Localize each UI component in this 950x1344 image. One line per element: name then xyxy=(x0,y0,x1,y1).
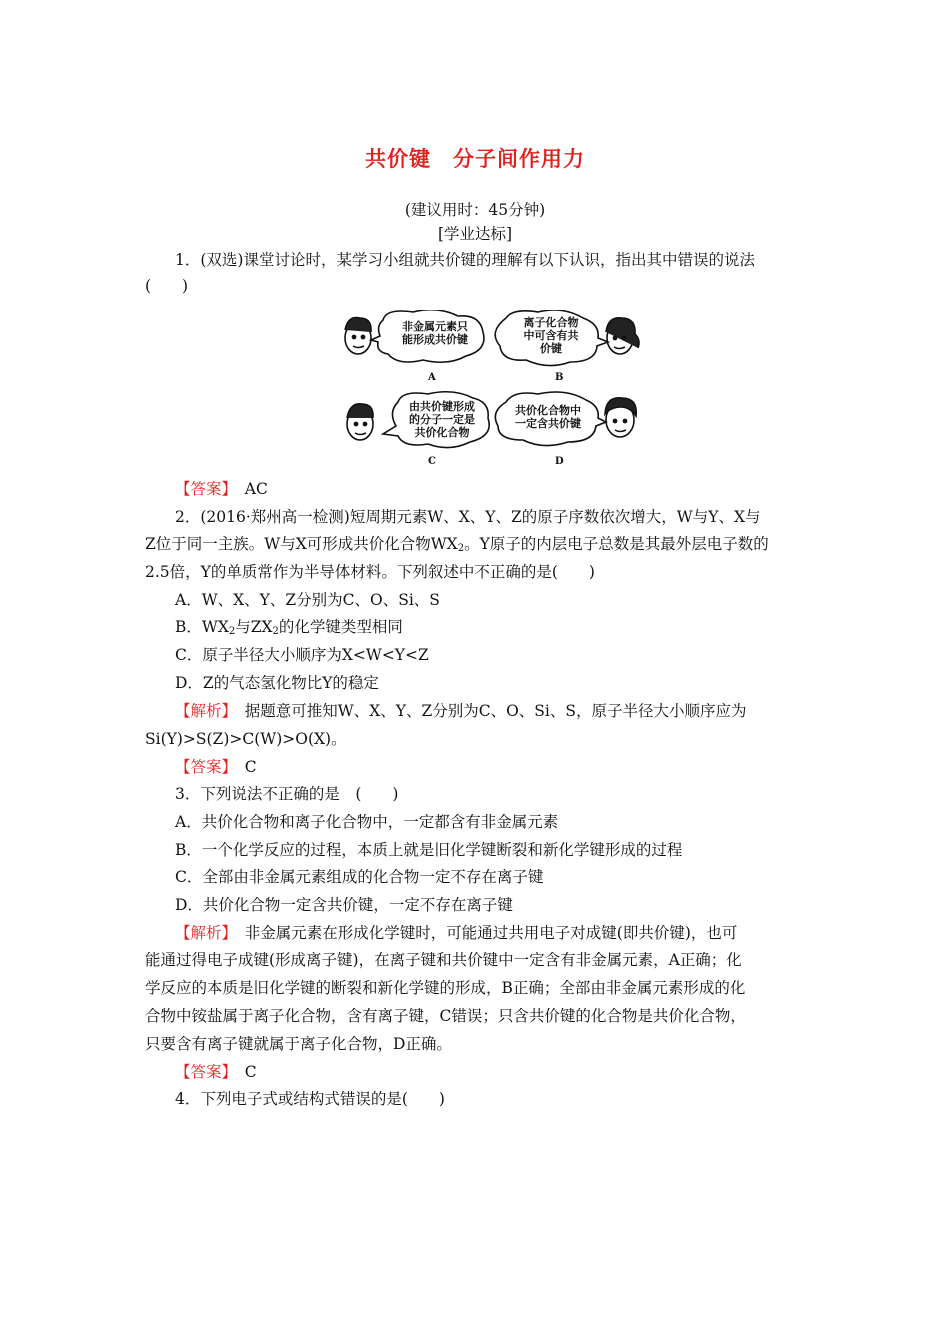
q3-analysis-5: 只要含有离子键就属于离子化合物，D正确。 xyxy=(145,1035,452,1053)
label-d: D xyxy=(555,456,564,467)
q3-stem: 3．下列说法不正确的是 ( ) xyxy=(175,785,399,803)
answer-value: AC xyxy=(244,480,268,498)
q3-analysis-2: 能通过得电子成键(形成离子键)，在离子键和共价键中一定含有非金属元素，A正确；化 xyxy=(145,951,742,969)
cartoon-illustration xyxy=(338,310,648,470)
q2-option-b: B．$WX_2$与$ZX_2$的化学键类型相同 xyxy=(175,618,403,637)
q2-stem-2: Z位于同一主族。W与X可形成共价化合物$WX_2$。Y原子的内层电子总数是其最外层电子数的 xyxy=(145,535,769,554)
label-a: A xyxy=(428,372,436,383)
time-note: (建议用时：45分钟) xyxy=(404,201,546,219)
q3-option-d: D．共价化合物一定含共价键，一定不存在离子键 xyxy=(175,896,513,914)
bubble-b-text: 离子化合物 中可含有共 价键 xyxy=(523,316,579,355)
q2-stem-1: 2．(2016·郑州高一检测)短周期元素W、X、Y、Z的原子序数依次增大，W与Y、X与 xyxy=(175,508,761,526)
person-d-icon xyxy=(605,398,636,437)
q1-blank: ( ) xyxy=(145,277,189,295)
q3-option-c: C．全部由非金属元素组成的化合物一定不存在离子键 xyxy=(175,868,544,886)
person-b-icon xyxy=(606,318,639,354)
q4-stem: 4．下列电子式或结构式错误的是( ) xyxy=(175,1090,445,1108)
q2-stem-3: 2.5倍，Y的单质常作为半导体材料。下列叙述中不正确的是( ) xyxy=(145,563,595,581)
q3-option-b: B．一个化学反应的过程，本质上就是旧化学键断裂和新化学键形成的过程 xyxy=(175,841,683,859)
section-heading: [学业达标] xyxy=(437,225,513,243)
q2-answer: 【答案】 C xyxy=(175,758,257,776)
label-c: C xyxy=(428,456,436,467)
q3-analysis-1: 【解析】 非金属元素在形成化学键时，可能通过共用电子对成键(即共价键)，也可 xyxy=(175,924,738,942)
q3-option-a: A．共价化合物和离子化合物中，一定都含有非金属元素 xyxy=(175,813,559,831)
q1-figure xyxy=(338,310,648,470)
bubble-d-text: 共价化合物中 一定含共价键 xyxy=(515,404,581,430)
page-title: 共价键 分子间作用力 xyxy=(365,147,585,171)
bubble-a-text: 非金属元素只 能形成共价键 xyxy=(402,320,468,346)
person-a-icon xyxy=(345,318,371,355)
label-b: B xyxy=(555,372,564,383)
q2-option-a: A．W、X、Y、Z分别为C、O、Si、S xyxy=(175,591,440,609)
q2-analysis-2: Si(Y)>S(Z)>C(W)>O(X)。 xyxy=(145,730,347,748)
q2-analysis-1: 【解析】 据题意可推知W、X、Y、Z分别为C、O、Si、S，原子半径大小顺序应为 xyxy=(175,702,747,720)
q2-option-c: C．原子半径大小顺序为X<W<Y<Z xyxy=(175,646,429,664)
q1-answer xyxy=(175,479,268,499)
q3-analysis-4: 合物中铵盐属于离子化合物，含有离子键，C错误；只含共价键的化合物是共价化合物， xyxy=(145,1007,746,1025)
q3-answer: 【答案】 C xyxy=(175,1063,257,1081)
q1-stem: 1．(双选)课堂讨论时，某学习小组就共价键的理解有以下认识，指出其中错误的说法 xyxy=(175,251,755,269)
bubble-c-text: 由共价键形成 的分子一定是 共价化合物 xyxy=(409,400,475,439)
person-c-icon xyxy=(347,404,373,440)
q2-option-d: D．Z的气态氢化物比Y的稳定 xyxy=(175,674,379,692)
q3-analysis-3: 学反应的本质是旧化学键的断裂和新化学键的形成，B正确；全部由非金属元素形成的化 xyxy=(145,979,746,997)
answer-tag: 【答案】 xyxy=(175,480,230,498)
